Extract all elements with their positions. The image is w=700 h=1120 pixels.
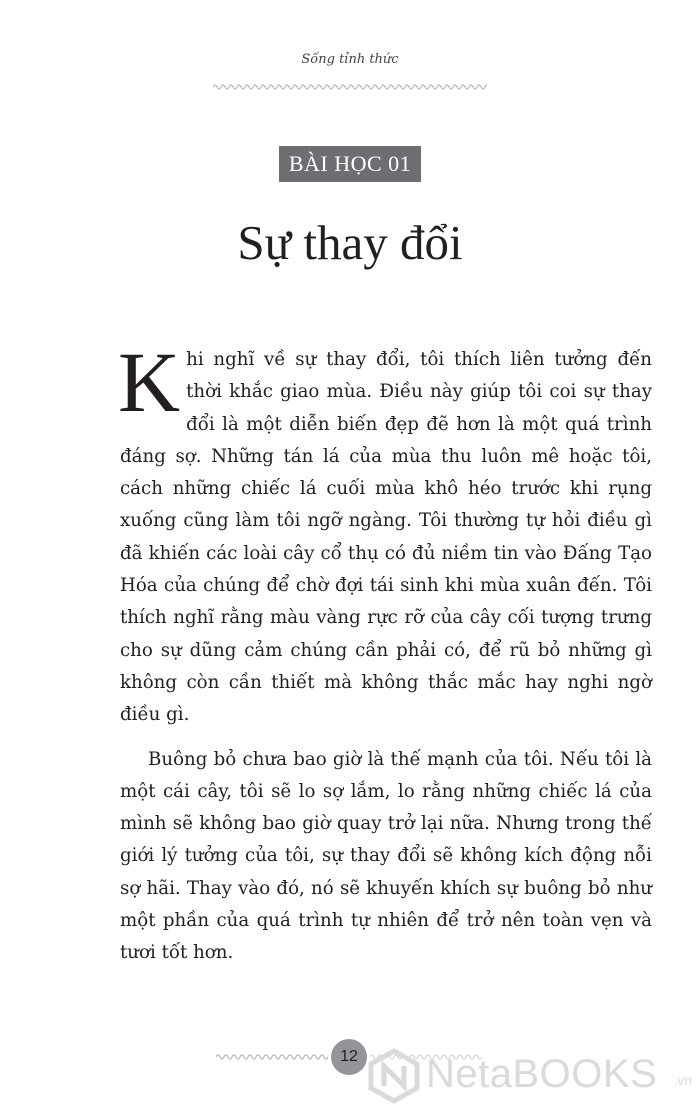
lesson-badge: BÀI HỌC 01: [279, 146, 421, 182]
drop-cap: K: [118, 334, 181, 430]
watermark-name: NetaBOOKS: [426, 1052, 658, 1096]
netabooks-logo-icon: [366, 1048, 422, 1104]
netabooks-watermark: [366, 1046, 696, 1114]
page-number: 12: [331, 1039, 367, 1075]
footer-wave-left: [216, 1052, 328, 1062]
body-text: [118, 334, 652, 970]
paragraph-1-text: hi nghĩ về sự thay đổi, tôi thích liên tưởng đến thời khắc giao mùa. Điều này giúp tôi coi sự thay đổi là một diễn biến đẹp đẽ hơn là một quá trình đáng sợ. Những tán lá của mùa thu luôn mê hoặc tôi, cách những chiếc lá cuối mùa khô héo trước khi rụng xuống cũng làm tôi ngỡ ngàng. Tôi thường tự hỏi điều gì đã khiến các loài cây cổ thụ có đủ niềm tin vào Đấng Tạo Hóa của chúng để chờ đợi tái sinh khi mùa xuân đến. Tôi thích nghĩ rằng màu vàng rực rỡ của cây cối tượng trưng cho sự dũng cảm chúng cần phải có, để rũ bỏ những gì không còn cần thiết mà không thắc mắc hay nghi ngờ điều gì.: [120, 349, 652, 726]
running-title: Sống tỉnh thức: [301, 52, 399, 67]
chapter-title: Sự thay đổi: [237, 215, 463, 270]
paragraph-2: Buông bỏ chưa bao giờ là thế mạnh của tôi. Nếu tôi là một cái cây, tôi sẽ lo sợ lắm, lo rằng những chiếc lá của mình sẽ không bao giờ quay trở lại nữa. Nhưng trong thế giới lý tưởng của tôi, sự thay đổi sẽ không kích động nỗi sợ hãi. Thay vào đó, nó sẽ khuyến khích sự buông bỏ như một phần của quá trình tự nhiên để trở nên toàn vẹn và tươi tốt hơn.: [120, 748, 652, 964]
paragraph-1: [118, 334, 652, 732]
header-wave-divider: [213, 82, 487, 92]
watermark-suffix: .vn: [673, 1072, 692, 1088]
